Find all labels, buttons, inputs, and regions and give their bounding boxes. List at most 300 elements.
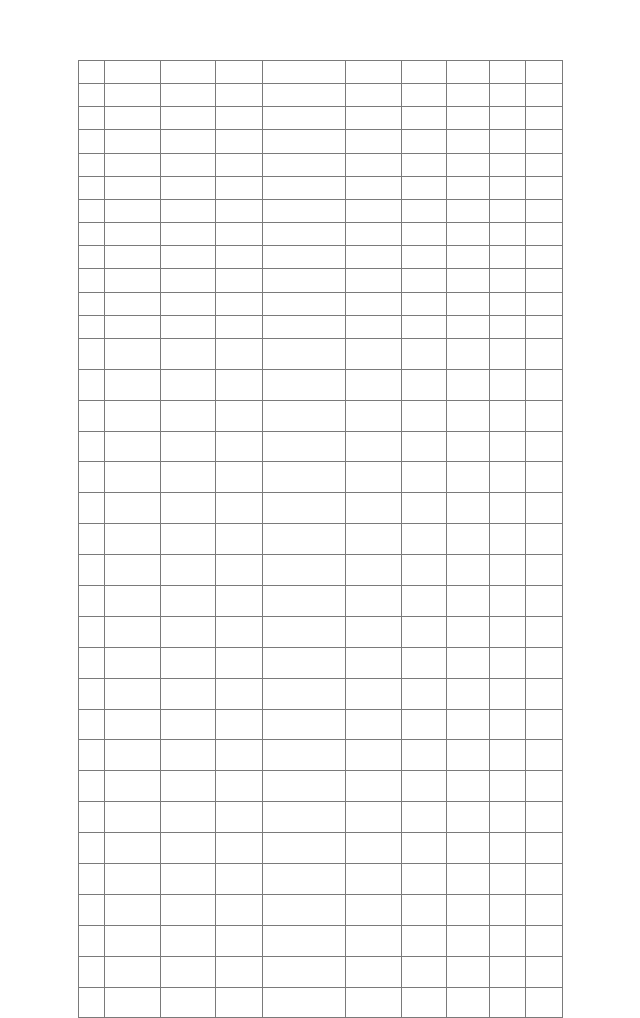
land-category-cell [262, 864, 345, 894]
table-row [78, 200, 563, 223]
tax-cell [525, 864, 563, 894]
table-row [78, 957, 563, 988]
blank-cell [446, 524, 489, 554]
tax-cell [525, 957, 563, 987]
cadastral-number-cell [104, 370, 160, 400]
blank-cell [446, 710, 489, 740]
blank-cell [446, 957, 489, 987]
cadastral-number-cell [104, 269, 160, 291]
tax-cell [525, 432, 563, 462]
row-number-cell [78, 293, 104, 315]
blank-cell [446, 740, 489, 770]
row-number-cell [78, 246, 104, 268]
rate-cell [489, 617, 525, 647]
permitted-use-cell [345, 462, 401, 492]
address-cell [215, 200, 262, 222]
row-number-cell [78, 617, 104, 647]
cadastral-number-cell [104, 740, 160, 770]
land-category-cell [262, 679, 345, 709]
address-cell [215, 462, 262, 492]
address-cell [215, 61, 262, 83]
rate-cell [489, 154, 525, 176]
area-cell [401, 401, 446, 431]
row-number-cell [78, 130, 104, 152]
blank-cell [160, 957, 215, 987]
row-number-cell [78, 370, 104, 400]
blank-cell [160, 493, 215, 523]
table-row [78, 61, 563, 84]
row-number-cell [78, 648, 104, 678]
permitted-use-cell [345, 223, 401, 245]
blank-cell [446, 926, 489, 956]
rate-cell [489, 370, 525, 400]
address-cell [215, 370, 262, 400]
blank-cell [446, 586, 489, 616]
row-number-cell [78, 895, 104, 925]
permitted-use-cell [345, 555, 401, 585]
tax-cell [525, 895, 563, 925]
cadastral-number-cell [104, 223, 160, 245]
blank-cell [160, 926, 215, 956]
permitted-use-cell [345, 679, 401, 709]
address-cell [215, 740, 262, 770]
tax-cell [525, 586, 563, 616]
cadastral-number-cell [104, 957, 160, 987]
blank-cell [446, 339, 489, 369]
blank-cell [160, 339, 215, 369]
blank-cell [446, 493, 489, 523]
address-cell [215, 802, 262, 832]
rate-cell [489, 679, 525, 709]
permitted-use-cell [345, 988, 401, 1018]
area-cell [401, 771, 446, 801]
rate-cell [489, 524, 525, 554]
blank-cell [160, 61, 215, 83]
land-category-cell [262, 833, 345, 863]
blank-cell [160, 648, 215, 678]
row-number-cell [78, 462, 104, 492]
area-cell [401, 154, 446, 176]
cadastral-number-cell [104, 246, 160, 268]
table-row [78, 246, 563, 269]
table-row [78, 370, 563, 401]
table-row [78, 740, 563, 771]
blank-cell [160, 710, 215, 740]
tax-cell [525, 710, 563, 740]
row-number-cell [78, 84, 104, 106]
land-category-cell [262, 740, 345, 770]
rate-cell [489, 246, 525, 268]
row-number-cell [78, 177, 104, 199]
table-row [78, 401, 563, 432]
permitted-use-cell [345, 61, 401, 83]
permitted-use-cell [345, 107, 401, 129]
land-category-cell [262, 130, 345, 152]
table-row [78, 833, 563, 864]
rate-cell [489, 293, 525, 315]
rate-cell [489, 555, 525, 585]
land-category-cell [262, 246, 345, 268]
tax-cell [525, 740, 563, 770]
table-row [78, 710, 563, 741]
permitted-use-cell [345, 710, 401, 740]
permitted-use-cell [345, 316, 401, 338]
row-number-cell [78, 432, 104, 462]
land-category-cell [262, 895, 345, 925]
address-cell [215, 84, 262, 106]
address-cell [215, 401, 262, 431]
blank-cell [446, 833, 489, 863]
cadastral-number-cell [104, 710, 160, 740]
table-row [78, 864, 563, 895]
permitted-use-cell [345, 246, 401, 268]
table-row [78, 988, 563, 1018]
permitted-use-cell [345, 493, 401, 523]
cadastral-number-cell [104, 833, 160, 863]
cadastral-number-cell [104, 926, 160, 956]
area-cell [401, 316, 446, 338]
table-row [78, 524, 563, 555]
permitted-use-cell [345, 524, 401, 554]
tax-cell [525, 648, 563, 678]
address-cell [215, 339, 262, 369]
row-number-cell [78, 107, 104, 129]
permitted-use-cell [345, 269, 401, 291]
area-cell [401, 130, 446, 152]
blank-cell [160, 130, 215, 152]
row-number-cell [78, 988, 104, 1018]
tax-cell [525, 61, 563, 83]
land-category-cell [262, 802, 345, 832]
blank-cell [446, 84, 489, 106]
blank-cell [160, 269, 215, 291]
table-row [78, 154, 563, 177]
area-cell [401, 833, 446, 863]
permitted-use-cell [345, 200, 401, 222]
blank-cell [446, 771, 489, 801]
blank-cell [160, 246, 215, 268]
area-cell [401, 555, 446, 585]
row-number-cell [78, 493, 104, 523]
land-category-cell [262, 462, 345, 492]
row-number-cell [78, 61, 104, 83]
table-row [78, 679, 563, 710]
rate-cell [489, 462, 525, 492]
blank-cell [160, 370, 215, 400]
land-category-cell [262, 61, 345, 83]
area-cell [401, 988, 446, 1018]
table-row [78, 926, 563, 957]
rate-cell [489, 710, 525, 740]
cadastral-number-cell [104, 648, 160, 678]
land-category-cell [262, 926, 345, 956]
blank-cell [160, 864, 215, 894]
area-cell [401, 895, 446, 925]
tax-cell [525, 679, 563, 709]
permitted-use-cell [345, 771, 401, 801]
tax-cell [525, 524, 563, 554]
address-cell [215, 130, 262, 152]
area-cell [401, 679, 446, 709]
table-row [78, 648, 563, 679]
area-cell [401, 370, 446, 400]
cadastral-number-cell [104, 84, 160, 106]
area-cell [401, 432, 446, 462]
permitted-use-cell [345, 895, 401, 925]
permitted-use-cell [345, 401, 401, 431]
blank-cell [160, 432, 215, 462]
land-category-cell [262, 200, 345, 222]
table-row [78, 269, 563, 292]
tax-cell [525, 154, 563, 176]
blank-cell [446, 462, 489, 492]
row-number-cell [78, 586, 104, 616]
land-category-cell [262, 432, 345, 462]
blank-cell [446, 679, 489, 709]
tax-cell [525, 269, 563, 291]
cadastral-number-cell [104, 586, 160, 616]
table-row [78, 130, 563, 153]
cadastral-number-cell [104, 771, 160, 801]
rate-cell [489, 771, 525, 801]
permitted-use-cell [345, 833, 401, 863]
area-cell [401, 269, 446, 291]
address-cell [215, 648, 262, 678]
tax-cell [525, 802, 563, 832]
blank-cell [446, 200, 489, 222]
tax-cell [525, 84, 563, 106]
area-cell [401, 84, 446, 106]
blank-cell [446, 555, 489, 585]
address-cell [215, 957, 262, 987]
land-category-cell [262, 370, 345, 400]
tax-cell [525, 200, 563, 222]
blank-cell [446, 864, 489, 894]
cadastral-number-cell [104, 864, 160, 894]
area-cell [401, 177, 446, 199]
rate-cell [489, 864, 525, 894]
tax-cell [525, 107, 563, 129]
blank-cell [446, 401, 489, 431]
rate-cell [489, 432, 525, 462]
row-number-cell [78, 524, 104, 554]
cadastral-number-cell [104, 130, 160, 152]
blank-cell [160, 84, 215, 106]
rate-cell [489, 107, 525, 129]
table-row [78, 177, 563, 200]
table-row [78, 586, 563, 617]
address-cell [215, 269, 262, 291]
permitted-use-cell [345, 926, 401, 956]
blank-cell [446, 316, 489, 338]
land-category-cell [262, 154, 345, 176]
land-category-cell [262, 269, 345, 291]
address-cell [215, 432, 262, 462]
address-cell [215, 833, 262, 863]
blank-cell [446, 269, 489, 291]
cadastral-number-cell [104, 177, 160, 199]
blank-cell [446, 293, 489, 315]
rate-cell [489, 84, 525, 106]
row-number-cell [78, 926, 104, 956]
table-row [78, 316, 563, 339]
rate-cell [489, 61, 525, 83]
rate-cell [489, 802, 525, 832]
cadastral-number-cell [104, 61, 160, 83]
tax-cell [525, 339, 563, 369]
row-number-cell [78, 833, 104, 863]
blank-cell [446, 895, 489, 925]
tax-cell [525, 555, 563, 585]
row-number-cell [78, 223, 104, 245]
blank-cell [160, 617, 215, 647]
cadastral-number-cell [104, 432, 160, 462]
table-row [78, 339, 563, 370]
cadastral-number-cell [104, 679, 160, 709]
permitted-use-cell [345, 370, 401, 400]
table-row [78, 895, 563, 926]
area-cell [401, 200, 446, 222]
cadastral-number-cell [104, 293, 160, 315]
cadastral-number-cell [104, 493, 160, 523]
blank-cell [446, 432, 489, 462]
row-number-cell [78, 154, 104, 176]
blank-cell [446, 648, 489, 678]
tax-cell [525, 617, 563, 647]
blank-cell [446, 130, 489, 152]
table-row [78, 555, 563, 586]
area-cell [401, 223, 446, 245]
rate-cell [489, 648, 525, 678]
address-cell [215, 710, 262, 740]
table-row [78, 462, 563, 493]
area-cell [401, 462, 446, 492]
blank-cell [160, 177, 215, 199]
address-cell [215, 246, 262, 268]
blank-cell [446, 177, 489, 199]
rate-cell [489, 957, 525, 987]
blank-cell [160, 586, 215, 616]
tax-cell [525, 223, 563, 245]
land-register-table [78, 60, 563, 849]
tax-cell [525, 988, 563, 1018]
area-cell [401, 617, 446, 647]
rate-cell [489, 177, 525, 199]
table-row [78, 293, 563, 316]
table-row [78, 432, 563, 463]
address-cell [215, 555, 262, 585]
rate-cell [489, 200, 525, 222]
blank-cell [160, 223, 215, 245]
table-row [78, 617, 563, 648]
row-number-cell [78, 339, 104, 369]
cadastral-number-cell [104, 107, 160, 129]
permitted-use-cell [345, 339, 401, 369]
land-category-cell [262, 555, 345, 585]
area-cell [401, 107, 446, 129]
table-row [78, 493, 563, 524]
blank-cell [446, 617, 489, 647]
area-cell [401, 293, 446, 315]
rate-cell [489, 339, 525, 369]
tax-cell [525, 771, 563, 801]
blank-cell [160, 200, 215, 222]
row-number-cell [78, 957, 104, 987]
table-row [78, 84, 563, 107]
land-category-cell [262, 401, 345, 431]
permitted-use-cell [345, 957, 401, 987]
permitted-use-cell [345, 864, 401, 894]
rate-cell [489, 833, 525, 863]
address-cell [215, 895, 262, 925]
row-number-cell [78, 864, 104, 894]
rate-cell [489, 223, 525, 245]
land-category-cell [262, 84, 345, 106]
area-cell [401, 586, 446, 616]
land-category-cell [262, 177, 345, 199]
land-category-cell [262, 524, 345, 554]
rate-cell [489, 740, 525, 770]
address-cell [215, 177, 262, 199]
area-cell [401, 710, 446, 740]
address-cell [215, 771, 262, 801]
cadastral-number-cell [104, 339, 160, 369]
row-number-cell [78, 740, 104, 770]
blank-cell [160, 524, 215, 554]
blank-cell [446, 154, 489, 176]
rate-cell [489, 586, 525, 616]
tax-cell [525, 316, 563, 338]
rate-cell [489, 926, 525, 956]
area-cell [401, 926, 446, 956]
tax-cell [525, 130, 563, 152]
tax-cell [525, 370, 563, 400]
permitted-use-cell [345, 177, 401, 199]
land-category-cell [262, 648, 345, 678]
permitted-use-cell [345, 648, 401, 678]
permitted-use-cell [345, 432, 401, 462]
tax-cell [525, 833, 563, 863]
tax-cell [525, 293, 563, 315]
address-cell [215, 679, 262, 709]
address-cell [215, 864, 262, 894]
land-category-cell [262, 586, 345, 616]
table-row [78, 107, 563, 130]
land-category-cell [262, 493, 345, 523]
area-cell [401, 740, 446, 770]
land-category-cell [262, 957, 345, 987]
cadastral-number-cell [104, 401, 160, 431]
permitted-use-cell [345, 130, 401, 152]
blank-cell [160, 771, 215, 801]
address-cell [215, 586, 262, 616]
land-category-cell [262, 339, 345, 369]
land-category-cell [262, 988, 345, 1018]
cadastral-number-cell [104, 617, 160, 647]
table-row [78, 771, 563, 802]
address-cell [215, 223, 262, 245]
area-cell [401, 246, 446, 268]
table-row [78, 802, 563, 833]
area-cell [401, 61, 446, 83]
rate-cell [489, 493, 525, 523]
rate-cell [489, 316, 525, 338]
cadastral-number-cell [104, 802, 160, 832]
cadastral-number-cell [104, 200, 160, 222]
land-category-cell [262, 710, 345, 740]
row-number-cell [78, 401, 104, 431]
land-category-cell [262, 316, 345, 338]
